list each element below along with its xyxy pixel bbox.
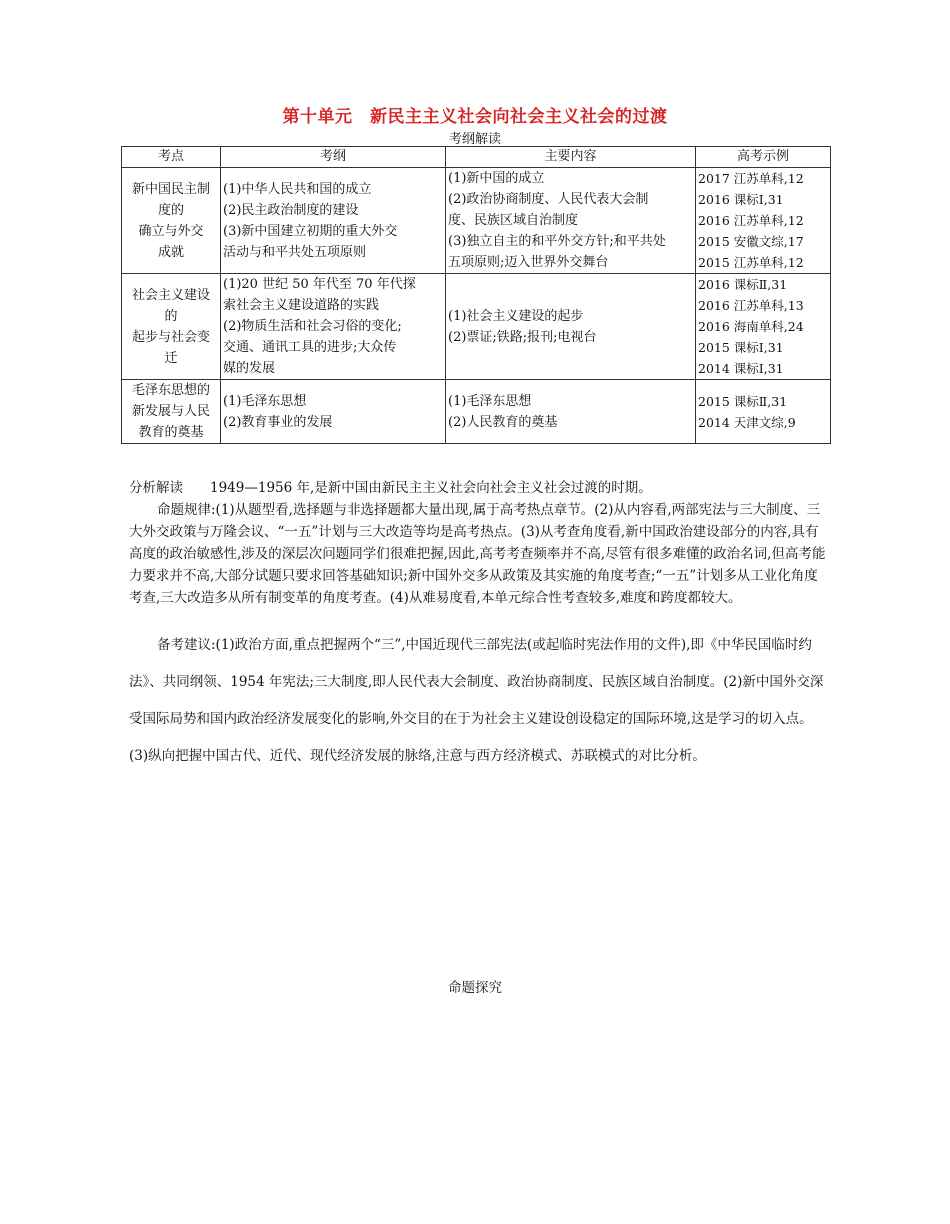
cell-line: 2014 课标Ⅰ,31 (698, 361, 784, 376)
table-caption: 考纲解读 (448, 132, 501, 147)
cell-line: 2016 海南单科,24 (698, 319, 804, 334)
cell-line: (1)中华人民共和国的成立 (223, 181, 372, 197)
cell-line: 2015 江苏单科,12 (698, 255, 804, 270)
cell-line: 的 (164, 308, 178, 324)
cell-line: (2)人民教育的奠基 (448, 414, 558, 430)
table-row (122, 380, 831, 444)
cell-line: 度、民族区域自治制度 (448, 213, 579, 228)
cell-examples (696, 168, 831, 274)
cell-line: 社会主义建设 (131, 287, 210, 303)
analysis-rule: 命题规律:(1)从题型看,选择题与非选择题都大量出现,属于高考热点章节。(2)从内容看,两部宪法与三大制度、三大外交政策与万隆会议、“一五”计划与三大改造等均是高考热点。(3)从考查角度看,新中国政治建设部分的内容,具有高度的政治敏感性,涉及的深层次问题同学们很难把握,因此,高考考查频率并不高,尽管有很多难懂的政治名词,但高考能力要求并不高,大部分试题只要求回答基础知识;新中国外交多从政策及其实施的角度考查;“一五”计划多从工业化角度考查,三大改造多从所有制变革的角度考查。(4)从难易度看,本单元综合性考查较多,难度和跨度都较大。 (129, 502, 826, 606)
cell-outline (221, 380, 446, 444)
cell-line: 确立与外交 (138, 223, 204, 239)
table-row (122, 168, 831, 274)
header-examples: 高考示例 (696, 147, 831, 168)
header-content: 主要内容 (446, 147, 696, 168)
cell-line: 2016 课标Ⅱ,31 (698, 277, 788, 292)
cell-line: (2)物质生活和社会习俗的变化; (223, 319, 402, 334)
section-heading: 命题探究 (448, 980, 502, 996)
cell-line: (2)票证;铁路;报刊;电视台 (448, 329, 597, 345)
cell-line: 活动与和平共处五项原则 (223, 244, 367, 260)
table-header-row (122, 147, 831, 168)
cell-line: (1)社会主义建设的起步 (448, 308, 584, 324)
cell-line: 新发展与人民 (131, 404, 210, 419)
cell-line: 迁 (164, 350, 178, 366)
cell-examples (696, 274, 831, 380)
header-outline: 考纲 (221, 147, 446, 168)
cell-content (446, 380, 696, 444)
cell-line: (1)20 世纪 50 年代至 70 年代探 (223, 277, 416, 292)
cell-content (446, 168, 696, 274)
cell-line: 五项原则;迈入世界外交舞台 (448, 255, 609, 270)
cell-line: 2016 江苏单科,13 (698, 298, 804, 313)
cell-line: 索社会主义建设道路的实践 (223, 298, 380, 313)
unit-title: 第十单元 新民主主义社会向社会主义社会的过渡 (282, 107, 668, 127)
analysis-advice: 备考建议:(1)政治方面,重点把握两个“三”,中国近现代三部宪法(或起临时宪法作用的文件),即《中华民国临时约法》、共同纲领、1954 年宪法;三大制度,即人民代表大会制度、政治协商制度、民族区域自治制度。(2)新中国外交深受国际局势和国内政治经济发展变化的影响,外交目的在于为社会主义建设创设稳定的国际环境,这是学习的切入点。(3)纵向把握中国古代、近代、现代经济发展的脉络,注意与西方经济模式、苏联模式的对比分析。 (129, 637, 824, 764)
cell-line: 2015 安徽文综,17 (698, 234, 804, 249)
cell-point (122, 274, 221, 380)
cell-point (122, 380, 221, 444)
cell-line: (3)独立自主的和平外交方针;和平共处 (448, 234, 666, 249)
cell-line: (3)新中国建立初期的重大外交 (223, 223, 398, 239)
cell-line: 2015 课标Ⅱ,31 (698, 393, 788, 409)
cell-line: (2)民主政治制度的建设 (223, 202, 359, 218)
cell-line: 2017 江苏单科,12 (698, 171, 804, 186)
cell-point (122, 168, 221, 274)
cell-outline (221, 274, 446, 380)
cell-line: 起步与社会变 (131, 329, 210, 345)
analysis-intro: 分析解读 1949—1956 年,是新中国由新民主主义社会向社会主义社会过渡的时期。 (129, 480, 652, 496)
cell-line: 2016 江苏单科,12 (698, 213, 804, 228)
header-point: 考点 (122, 147, 221, 168)
cell-line: 度的 (157, 202, 184, 218)
cell-line: (2)政治协商制度、人民代表大会制 (448, 192, 649, 207)
table-row (122, 274, 831, 380)
cell-content (446, 274, 696, 380)
cell-line: (1)新中国的成立 (448, 171, 545, 186)
cell-line: 2015 课标Ⅰ,31 (698, 340, 784, 355)
cell-line: (1)毛泽东思想 (223, 393, 307, 409)
cell-line: 交通、通讯工具的进步;大众传 (223, 340, 397, 355)
cell-line: (1)毛泽东思想 (448, 393, 532, 409)
cell-outline (221, 168, 446, 274)
cell-line: 新中国民主制 (131, 181, 210, 197)
cell-line: (2)教育事业的发展 (223, 414, 333, 430)
exam-outline-table (121, 146, 831, 444)
cell-line: 2014 天津文综,9 (698, 414, 796, 430)
cell-line: 2016 课标Ⅰ,31 (698, 192, 784, 207)
cell-line: 媒的发展 (223, 361, 276, 376)
cell-line: 成就 (157, 244, 184, 260)
cell-line: 毛泽东思想的 (131, 383, 210, 398)
cell-examples (696, 380, 831, 444)
cell-line: 教育的奠基 (138, 425, 204, 440)
